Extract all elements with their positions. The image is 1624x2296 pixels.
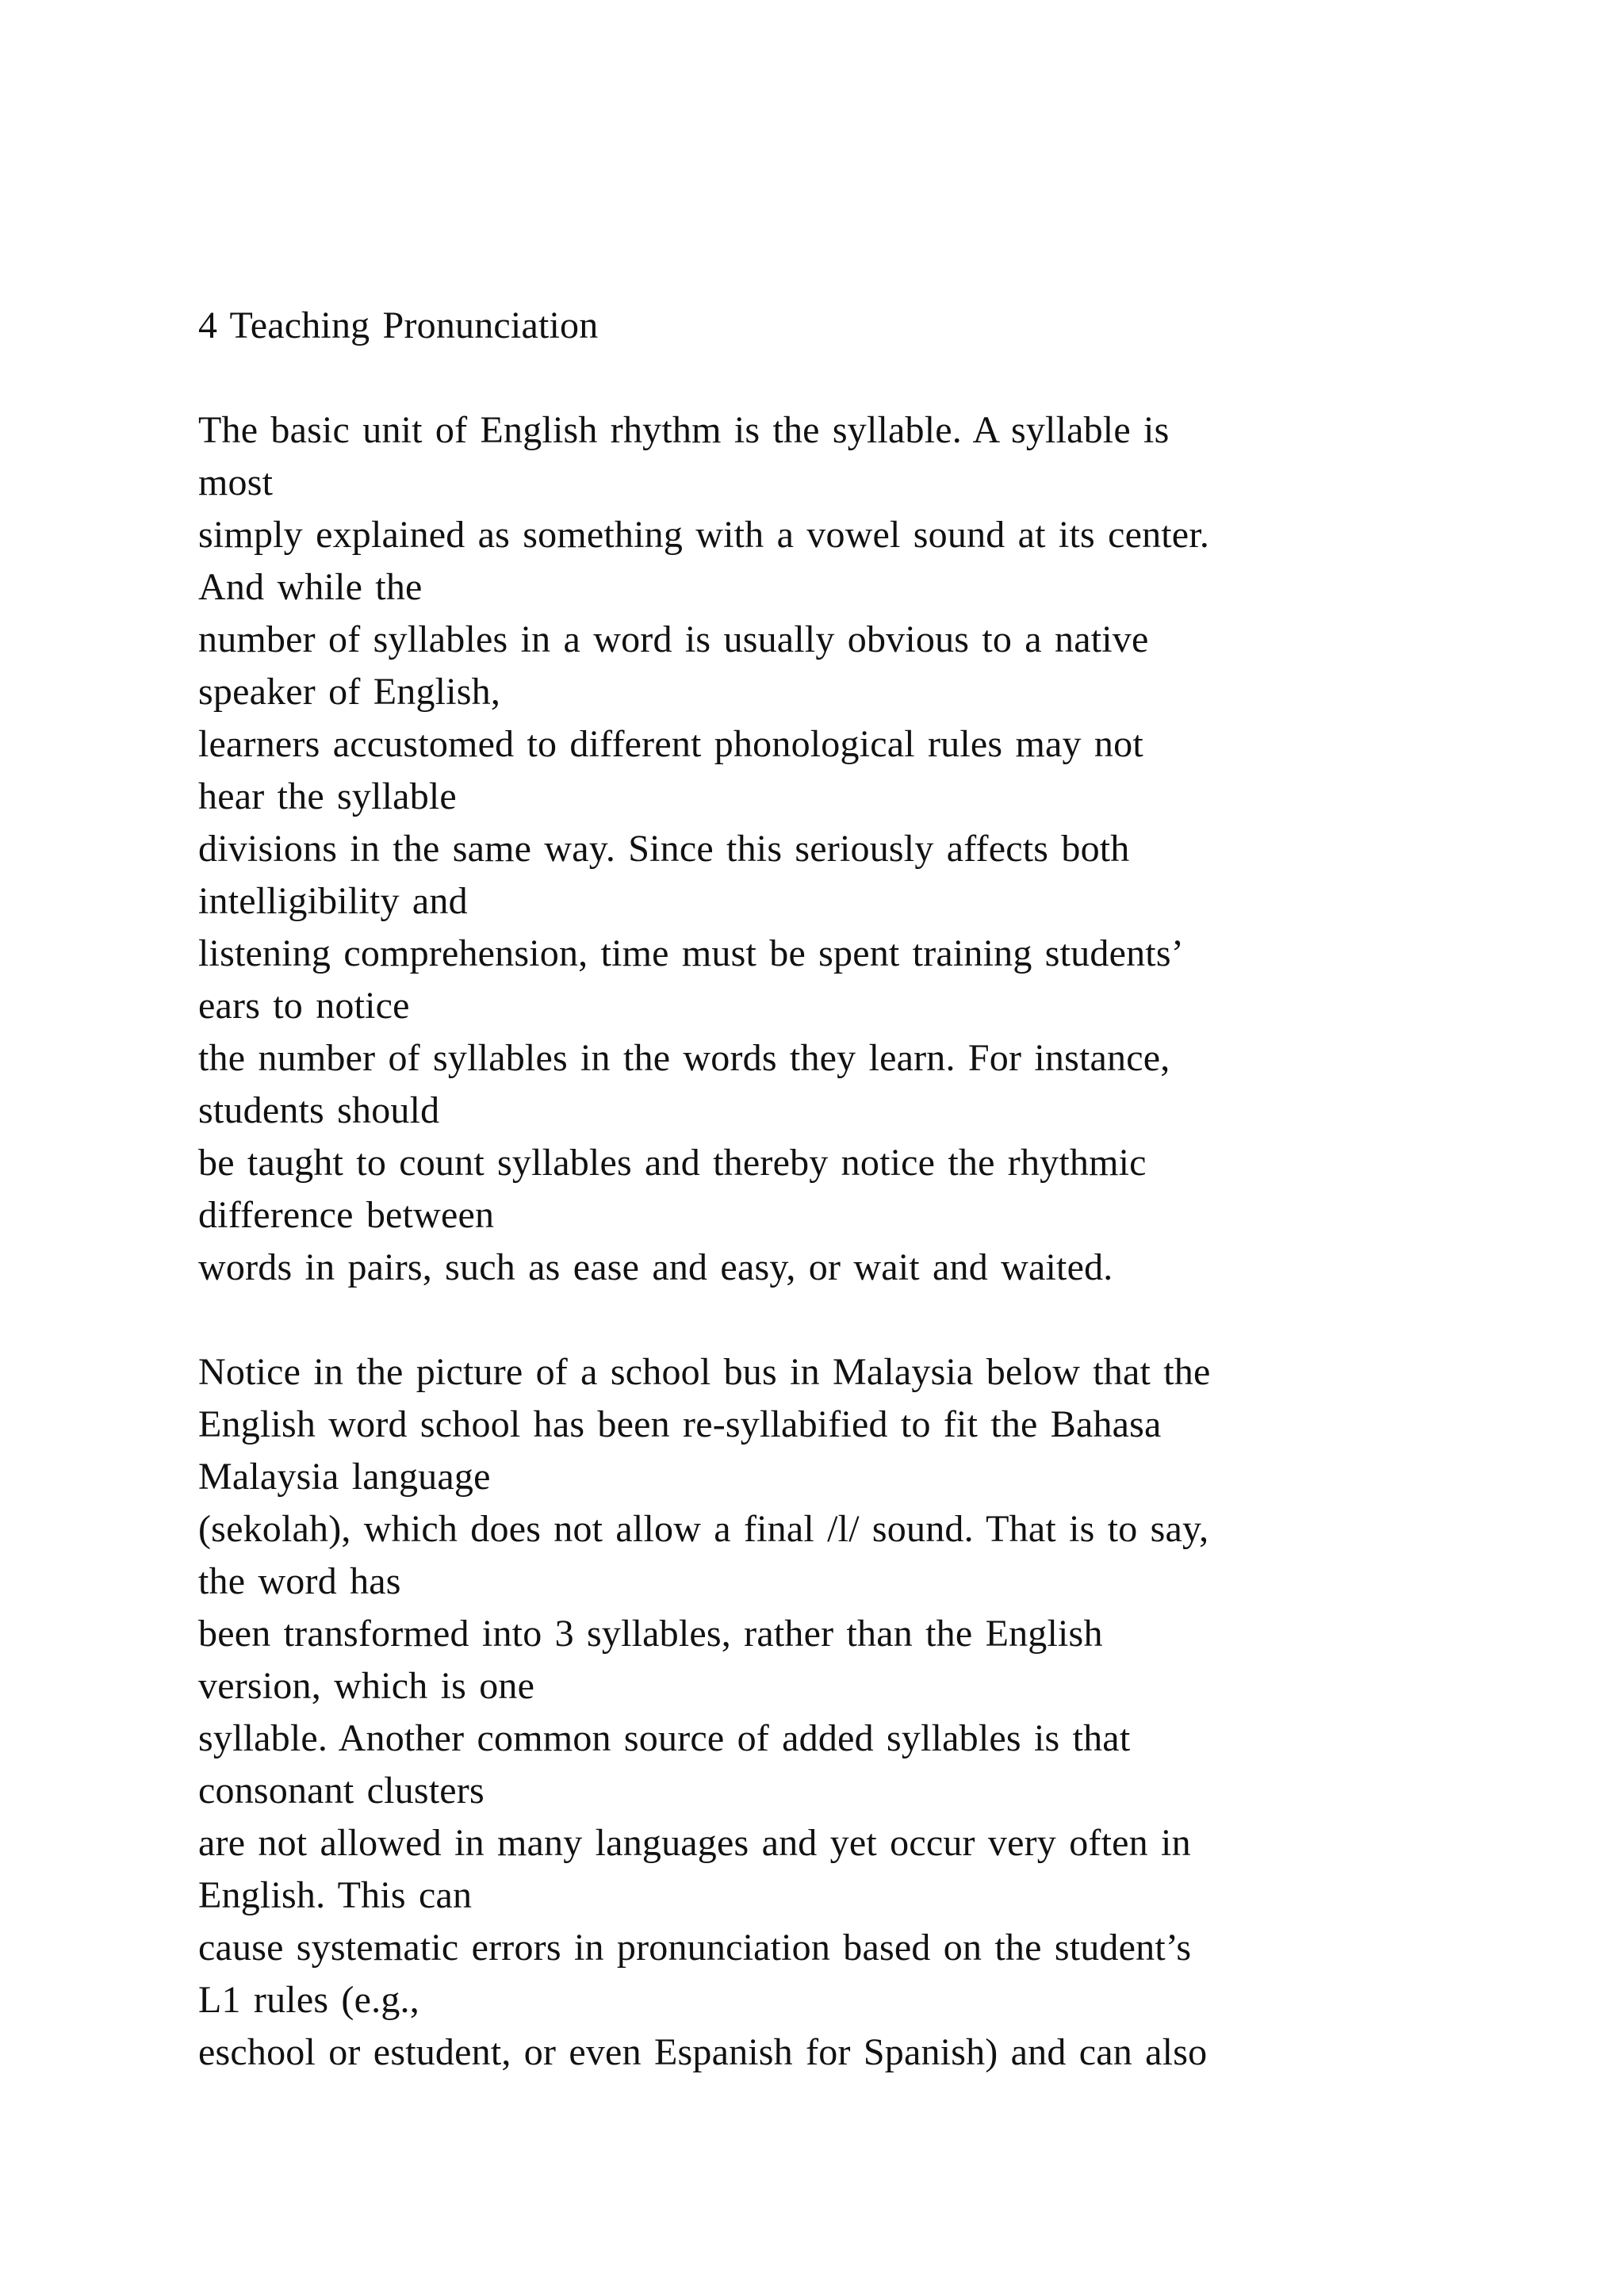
text-line: been transformed into 3 syllables, rather than the English (198, 1613, 1103, 1655)
text-line: difference between (198, 1194, 495, 1236)
text-line: listening comprehension, time must be spent training students’ (198, 932, 1184, 974)
text-line: intelligibility and (198, 880, 468, 922)
text-line: divisions in the same way. Since this seriously affects both (198, 828, 1130, 870)
text-line: eschool or estudent, or even Espanish for Spanish) and can also (198, 2031, 1208, 2073)
text-line: English word school has been re-syllabified to fit the Bahasa (198, 1403, 1162, 1445)
text-line: most (198, 461, 274, 503)
text-line: Notice in the picture of a school bus in Malaysia below that the (198, 1351, 1211, 1393)
text-line: English. This can (198, 1874, 473, 1916)
text-line: be taught to count syllables and thereby notice the rhythmic (198, 1142, 1147, 1184)
text-line: The basic unit of English rhythm is the syllable. A syllable is (198, 409, 1170, 451)
text-line: hear the syllable (198, 775, 457, 817)
text-line: L1 rules (e.g., (198, 1979, 419, 2021)
text-line: version, which is one (198, 1665, 535, 1707)
text-line: the number of syllables in the words they learn. For instance, (198, 1037, 1170, 1079)
text-line: are not allowed in many languages and yet occur very often in (198, 1822, 1191, 1864)
text-line: (sekolah), which does not allow a final /l/ sound. That is to say, (198, 1508, 1209, 1550)
text-line: speaker of English, (198, 671, 501, 713)
text-line: Malaysia language (198, 1456, 491, 1498)
text-line: simply explained as something with a vowel sound at its center. (198, 514, 1210, 556)
text-line: learners accustomed to different phonological rules may not (198, 723, 1143, 765)
text-line: number of syllables in a word is usually obvious to a native (198, 618, 1149, 660)
text-line: the word has (198, 1560, 401, 1602)
text-line: students should (198, 1089, 440, 1131)
text-line: And while the (198, 566, 423, 608)
paragraph-2 (198, 1346, 1467, 2079)
paragraph-1 (198, 404, 1467, 1294)
section-heading: 4 Teaching Pronunciation (198, 304, 599, 346)
text-line: words in pairs, such as ease and easy, or wait and waited. (198, 1246, 1113, 1288)
text-line: consonant clusters (198, 1770, 485, 1812)
text-line: syllable. Another common source of added syllables is that (198, 1717, 1131, 1759)
text-line: cause systematic errors in pronunciation based on the student’s (198, 1927, 1192, 1969)
document-body (198, 300, 1467, 2079)
text-line: ears to notice (198, 985, 410, 1027)
